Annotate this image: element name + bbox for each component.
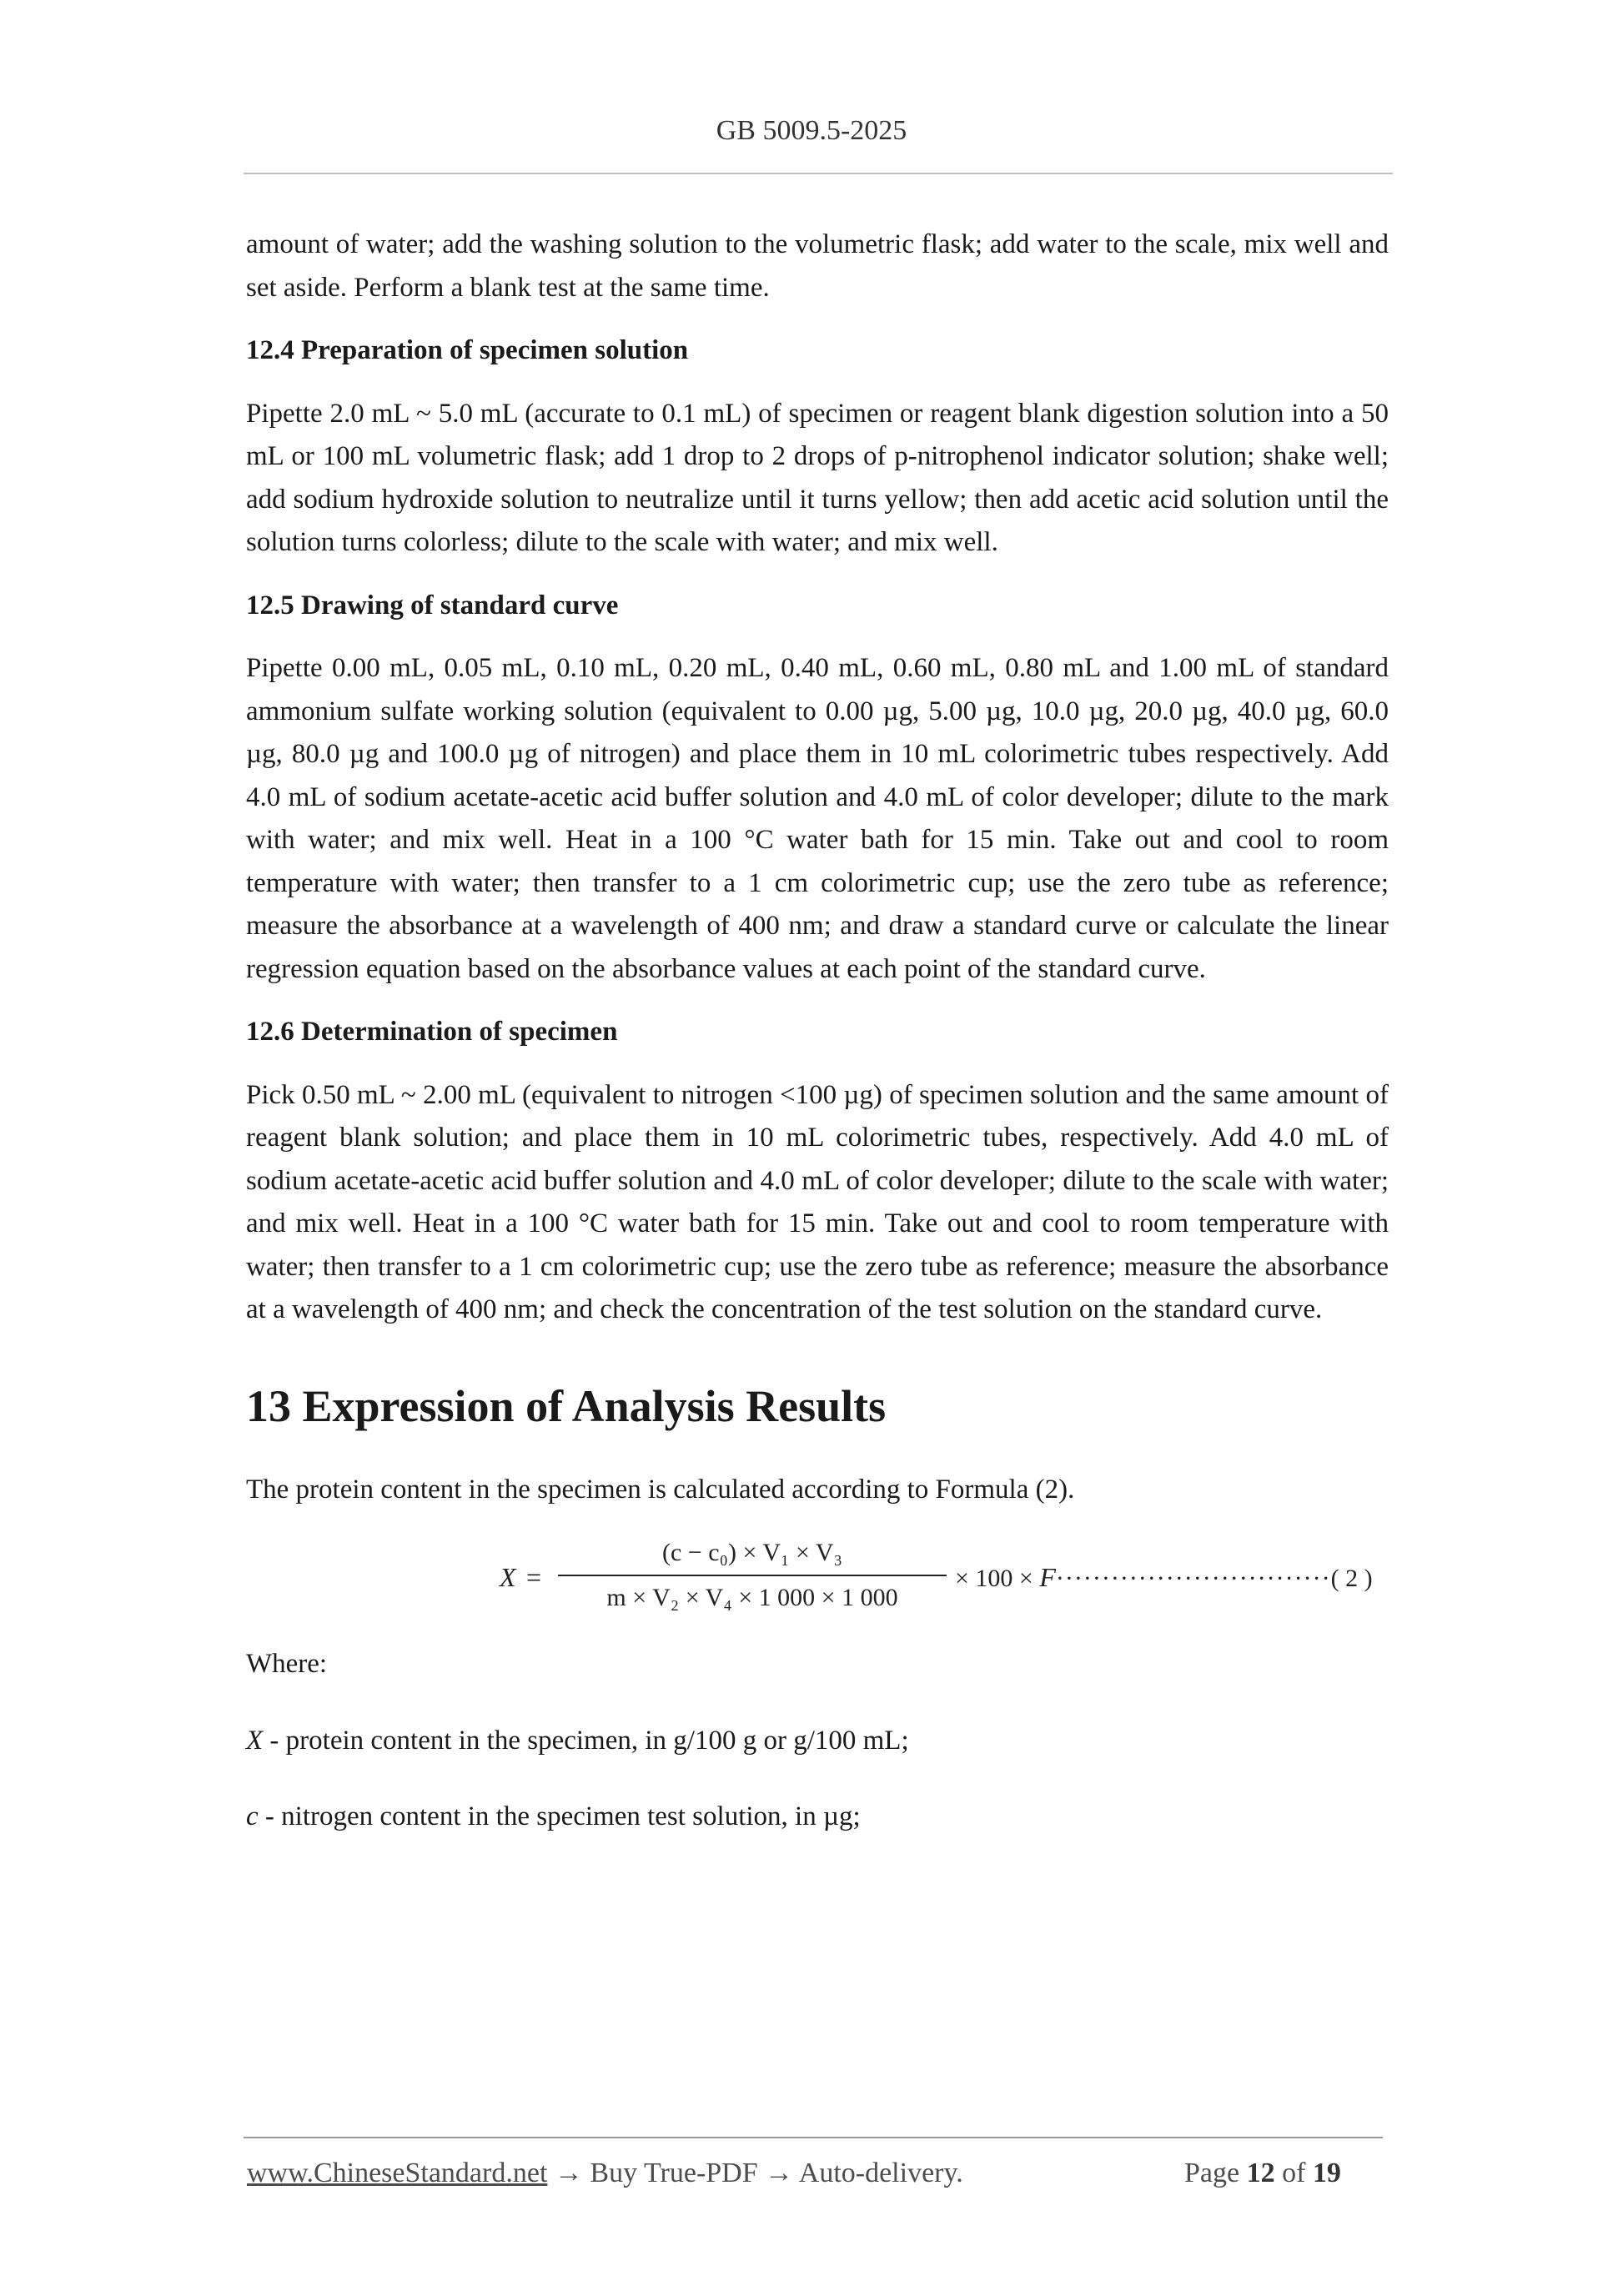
section-heading-13: 13 Expression of Analysis Results (246, 1380, 887, 1431)
header-divider (244, 173, 1393, 174)
paragraph-13-intro: The protein content in the specimen is calculated according to Formula (2). (246, 1474, 1075, 1505)
page-total: 19 (1312, 2158, 1341, 2188)
formula-tail (955, 1556, 1373, 1600)
section-heading-12-5: 12.5 Drawing of standard curve (246, 590, 619, 620)
definition-text: - protein content in the specimen, in g/100 g or g/100 mL; (263, 1725, 909, 1756)
section-heading-12-4: 12.4 Preparation of specimen solution (246, 335, 689, 365)
section-heading-12-6: 12.6 Determination of specimen (246, 1017, 618, 1047)
page-number (1184, 2158, 1341, 2189)
continued-paragraph: amount of water; add the washing solution to the volumetric flask; add water to the scale, mix well and set aside. Perform a blank test at the same time. (246, 229, 1389, 303)
footer-divider (244, 2137, 1383, 2138)
formula-numerator: (c − c₀) × V₁ × V₃ (662, 1539, 842, 1566)
formula-lhs: X (500, 1562, 516, 1592)
formula-factor: F (1039, 1562, 1056, 1592)
formula-fraction (558, 1533, 947, 1618)
formula-leader-dots: ······························ (1055, 1565, 1331, 1592)
formula-denominator: m × V₂ × V₄ × 1 000 × 1 000 (606, 1584, 898, 1611)
paragraph-12-4: Pipette 2.0 mL ~ 5.0 mL (accurate to 0.1 mL) of specimen or reagent blank digestion solution into a 50 mL or 100 mL volumetric flask; add 1 drop to 2 drops of p-nitrophenol indicator solution; shake well; add sodium hydroxide solution to neutralize until it turns yellow; then add acetic acid solution until the solution turns colorless; dilute to the scale with water; and mix well. (246, 398, 1389, 557)
page-current: 12 (1246, 2158, 1275, 2188)
formula-2 (246, 1533, 1389, 1625)
footer-website-link[interactable]: www.ChineseStandard.net (247, 2158, 548, 2188)
fraction-bar (558, 1575, 947, 1576)
page-header-title: GB 5009.5-2025 (716, 115, 907, 146)
definition-symbol: c (246, 1801, 259, 1831)
definition-text: - nitrogen content in the specimen test solution, in µg; (258, 1801, 861, 1831)
footer-promo-text: → Buy True-PDF → Auto-delivery. (547, 2158, 963, 2188)
page-of: of (1282, 2158, 1306, 2188)
where-label: Where: (246, 1649, 328, 1679)
paragraph-12-6: Pick 0.50 mL ~ 2.00 mL (equivalent to nitrogen <100 µg) of specimen solution and the same amount of reagent blank solution; and place them in 10 mL colorimetric tubes, respectively. Add 4.0 mL of sodium acetate-acetic acid buffer solution and 4.0 mL of color developer; dilute to the scale with water; and mix well. Heat in a 100 °C water bath for 15 min. Take out and cool to room temperature with water; then transfer to a 1 cm colorimetric cup; use the zero tube as reference; measure the absorbance at a wavelength of 400 nm; and check the concentration of the test solution on the standard curve. (246, 1079, 1389, 1324)
definition-symbol: X (246, 1725, 264, 1756)
formula-equals: = (526, 1562, 542, 1592)
formula-number: ( 2 ) (1330, 1565, 1373, 1592)
footer-promo (247, 2158, 963, 2189)
definition-item (246, 1720, 1389, 1763)
page-content (246, 224, 1389, 1839)
formula-multiplier: × 100 × (955, 1565, 1033, 1592)
definition-item (246, 1796, 1389, 1839)
paragraph-12-5: Pipette 0.00 mL, 0.05 mL, 0.10 mL, 0.20 mL, 0.40 mL, 0.60 mL, 0.80 mL and 1.00 mL of standard ammonium sulfate working solution (equivalent to 0.00 µg, 5.00 µg, 10.0 µg, 20.0 µg, 40.0 µg, 60.0 µg, 80.0 µg and 100.0 µg of nitrogen) and place them in 10 mL colorimetric tubes respectively. Add 4.0 mL of sodium acetate-acetic acid buffer solution and 4.0 mL of color developer; dilute to the mark with water; and mix well. Heat in a 100 °C water bath for 15 min. Take out and cool to room temperature with water; then transfer to a 1 cm colorimetric cup; use the zero tube as reference; measure the absorbance at a wavelength of 400 nm; and draw a standard curve or calculate the linear regression equation based on the absorbance values at each point of the standard curve. (246, 653, 1389, 984)
page-label: Page (1184, 2158, 1240, 2188)
